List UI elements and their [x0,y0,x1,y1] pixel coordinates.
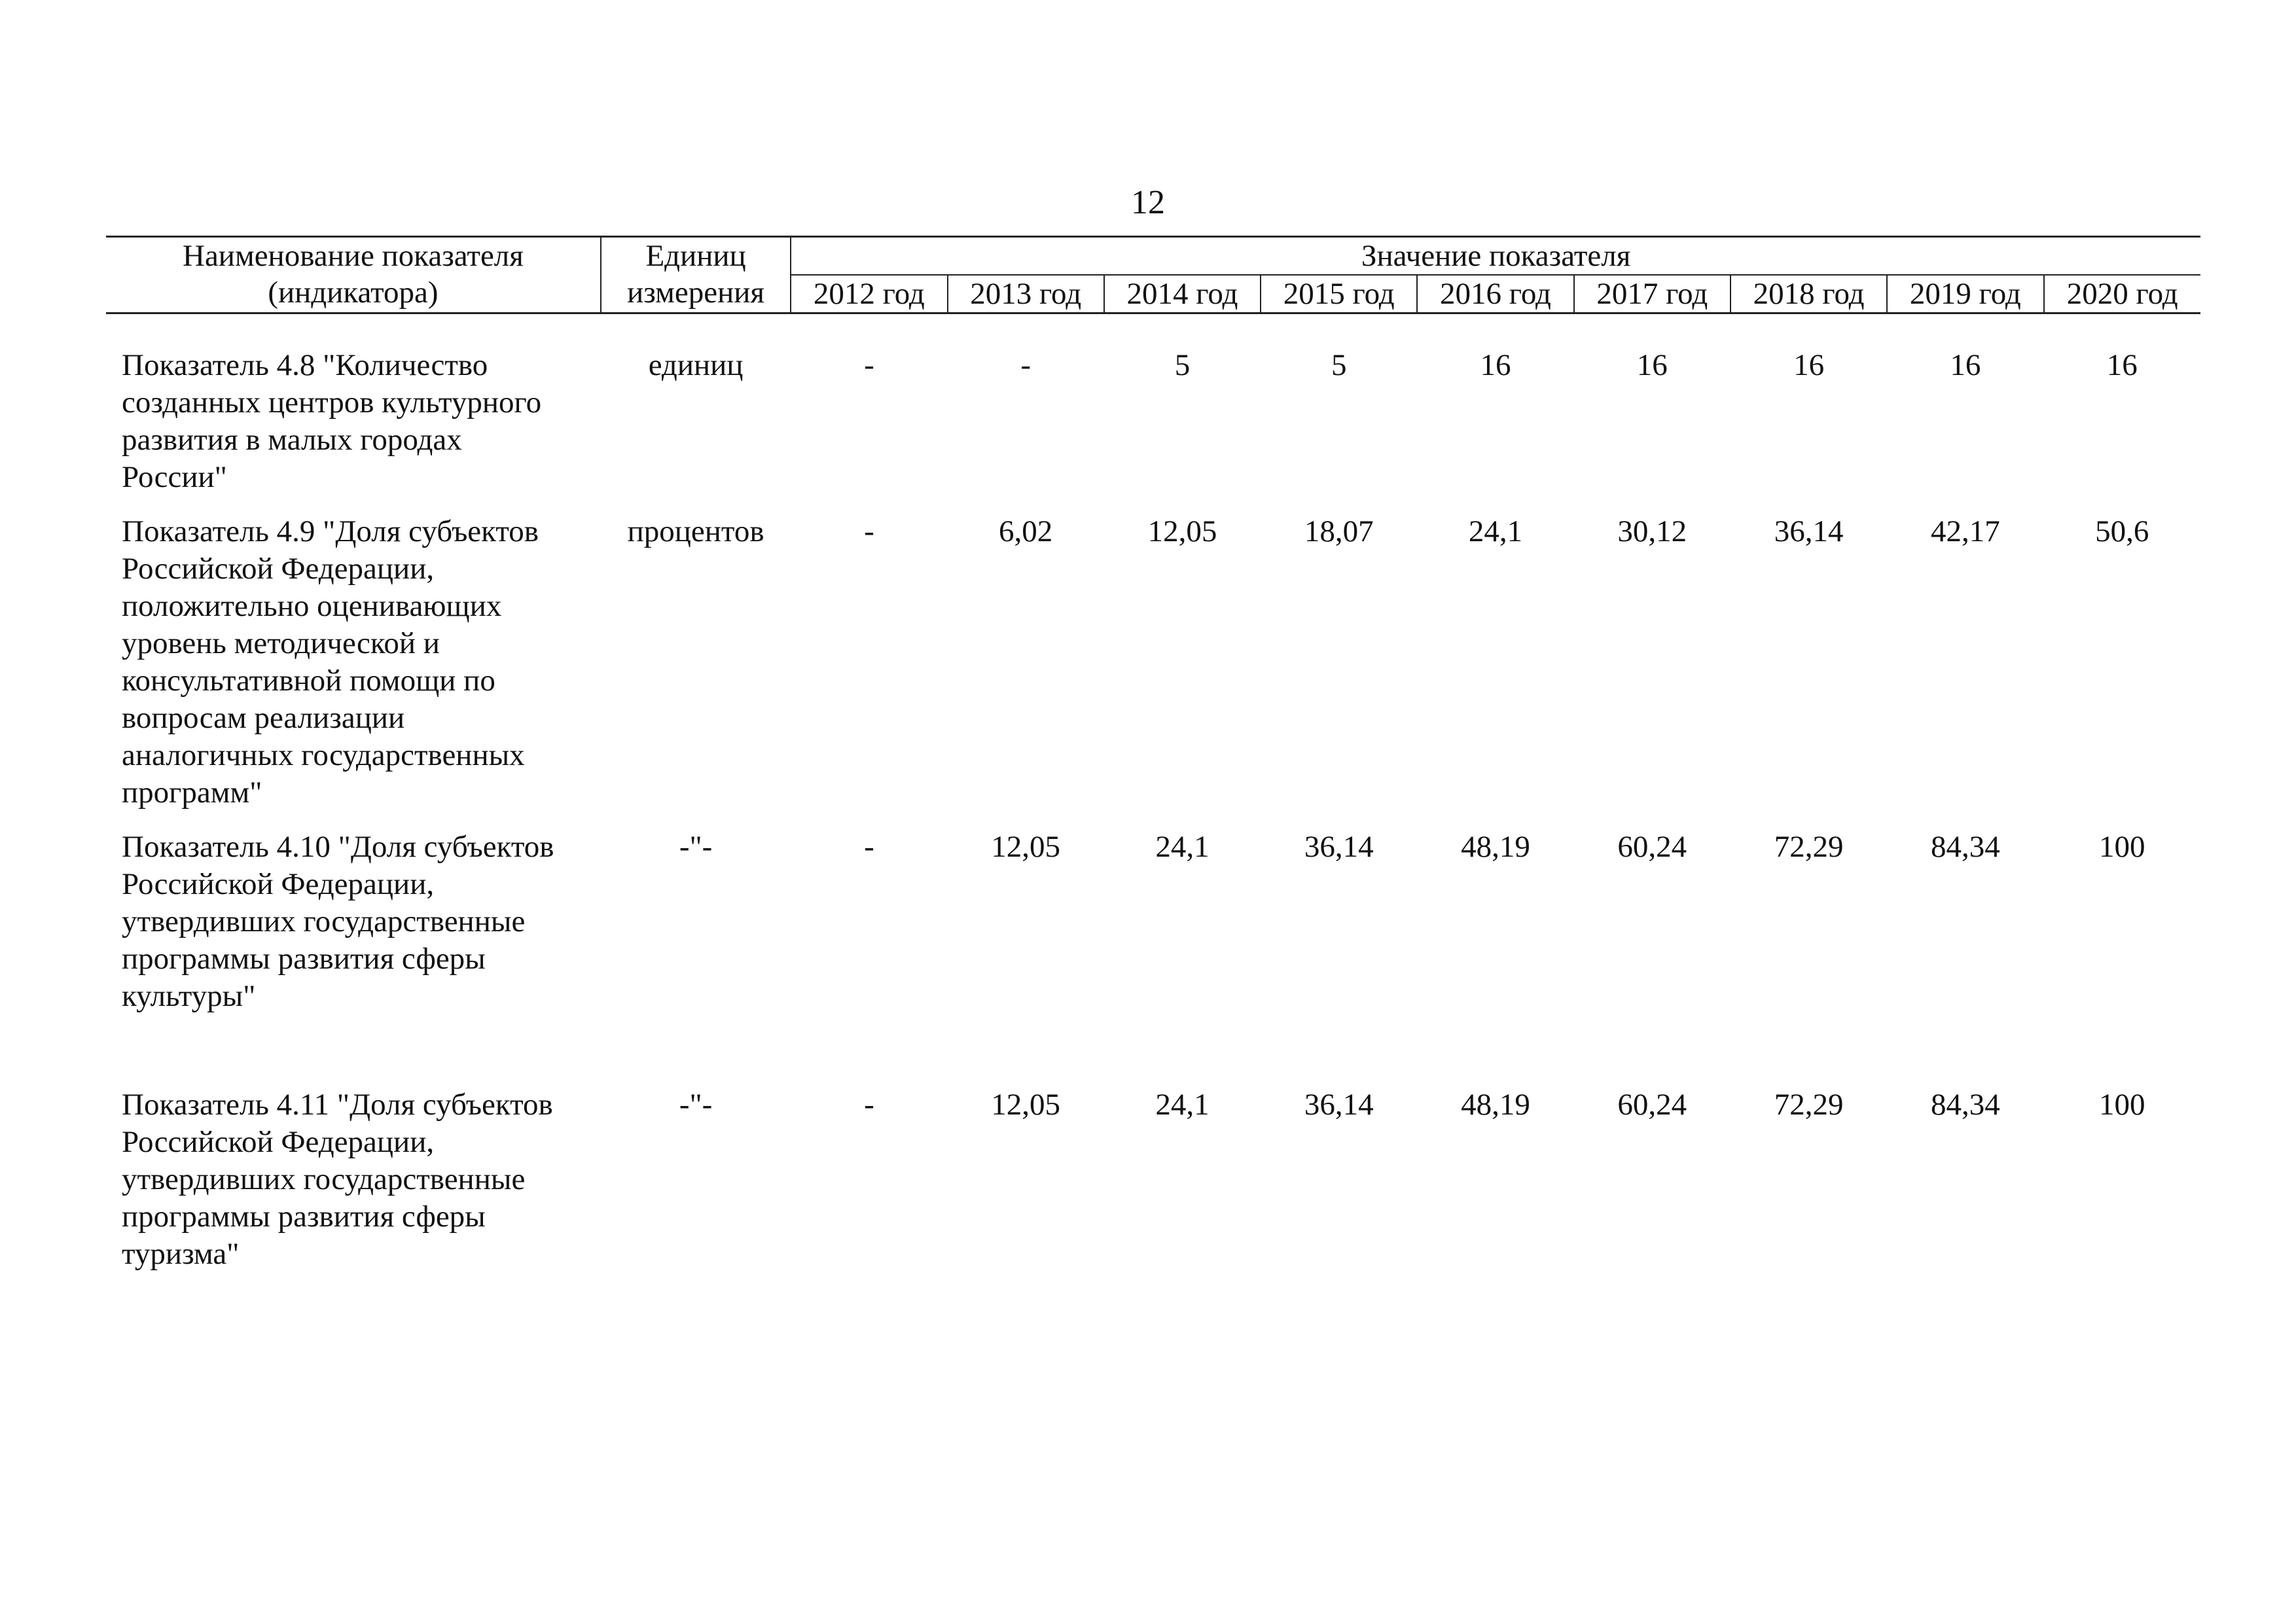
page-number: 12 [1131,184,1165,221]
value-cell: 36,14 [1304,1088,1374,1122]
value-cell: 36,14 [1774,514,1844,548]
value-cell: - [1020,348,1031,382]
header-year: 2016 год [1417,275,1573,313]
header-unit-line2: измерения [627,276,765,310]
header-year: 2020 год [2044,275,2201,313]
value-cell: 6,02 [999,514,1053,548]
header-name-line2: (индикатора) [268,276,439,310]
value-cell: 60,24 [1617,830,1687,864]
indicator-name: Показатель 4.10 "Доля субъектов Российской Федерации, утвердивших государственные программы развития сферы культуры" [122,830,554,1013]
value-cell: 84,34 [1930,1088,2000,1122]
header-unit [601,237,791,313]
table-row [106,513,2200,829]
value-cell: 16 [1793,348,1825,382]
value-cell: 12,05 [991,1088,1061,1122]
value-cell: 42,17 [1930,514,2000,548]
value-cell: 24,1 [1155,1088,1210,1122]
value-cell: - [864,1088,874,1122]
value-cell: 5 [1331,348,1347,382]
indicator-unit: процентов [627,514,764,548]
indicator-table [106,236,2200,1283]
value-cell: 100 [2099,830,2145,864]
header-indicator-name [106,237,601,313]
indicator-name: Показатель 4.9 "Доля субъектов Российской Федерации, положительно оценивающих уровень методической и консультативной помощи по вопросам реализации аналогичных государственных программ" [122,514,539,810]
value-cell: 48,19 [1461,1088,1530,1122]
value-cell: 16 [1950,348,1981,382]
header-name-line1: Наименование показателя [183,239,524,273]
header-year: 2019 год [1887,275,2043,313]
value-cell: 16 [1480,348,1511,382]
value-cell: 60,24 [1617,1088,1687,1122]
indicator-unit: единиц [648,348,744,382]
value-cell: 24,1 [1155,830,1210,864]
value-cell: - [864,514,874,548]
table-row [106,347,2200,513]
value-cell: - [864,830,874,864]
indicator-unit: -"- [679,1088,713,1122]
value-cell: 36,14 [1304,830,1374,864]
value-cell: 16 [1636,348,1668,382]
header-unit-line1: Единиц [645,239,746,273]
value-cell: 84,34 [1930,830,2000,864]
value-cell: 12,05 [1147,514,1217,548]
value-cell: 30,12 [1617,514,1687,548]
indicator-unit: -"- [679,830,713,864]
value-cell: 50,6 [2095,514,2149,548]
table-row [106,1086,2200,1283]
value-cell: 48,19 [1461,830,1530,864]
header-year: 2014 год [1104,275,1261,313]
value-cell: 5 [1174,348,1191,382]
indicator-name: Показатель 4.11 "Доля субъектов Российской Федерации, утвердивших государственные программы развития сферы туризма" [122,1088,553,1271]
indicator-name: Показатель 4.8 "Количество созданных центров культурного развития в малых городах России" [122,348,542,494]
header-year: 2018 год [1731,275,1887,313]
value-cell: 18,07 [1304,514,1374,548]
value-cell: - [864,348,874,382]
header-year: 2017 год [1574,275,1731,313]
value-cell: 72,29 [1774,1088,1844,1122]
value-cell: 12,05 [991,830,1061,864]
value-cell: 100 [2099,1088,2145,1122]
value-cell: 16 [2106,348,2138,382]
header-year: 2013 год [948,275,1104,313]
header-year: 2012 год [791,275,947,313]
value-cell: 72,29 [1774,830,1844,864]
header-value-group: Значение показателя [791,237,2200,276]
table-row [106,829,2200,1086]
value-cell: 24,1 [1468,514,1523,548]
header-year: 2015 год [1261,275,1417,313]
